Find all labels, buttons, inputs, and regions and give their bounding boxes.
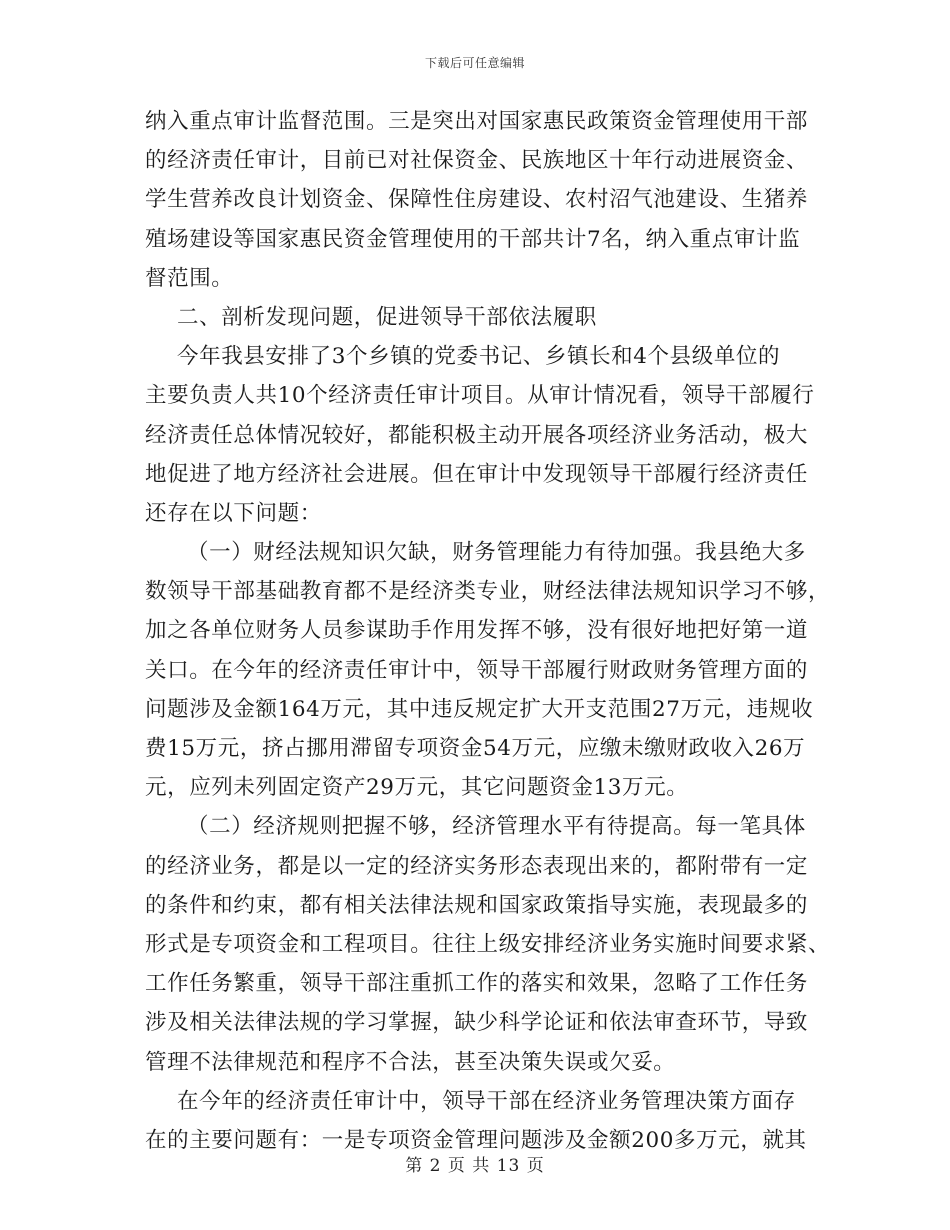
text-line: 关口。在今年的经济责任审计中，领导干部履行财政财务管理方面的 [145,657,809,683]
text-line: 学生营养改良计划资金、保障性住房建设、农村沼气池建设、生猪养 [145,187,809,213]
text-line: 的经济责任审计，目前已对社保资金、民族地区十年行动进展资金、 [145,148,809,174]
page-footer: 第 2 页 共 13 页 [405,1156,545,1176]
text-line: 经济责任总体情况较好，都能积极主动开展各项经济业务活动，极大 [145,422,809,448]
subsection-paragraph: （二）经济规则把握不够，经济管理水平有待提高。每一笔具体 [187,814,806,840]
text-line: 的经济业务，都是以一定的经济实务形态表现出来的，都附带有一定 [145,853,809,879]
text-line: 主要负责人共10个经济责任审计项目。从审计情况看，领导干部履行 [145,383,815,409]
text-line: 地促进了地方经济社会进展。但在审计中发现领导干部履行经济责任 [145,461,809,487]
text-line: 在今年的经济责任审计中，领导干部在经济业务管理决策方面存 [177,1088,796,1114]
text-line: 管理不法律规范和程序不合法，甚至决策失误或欠妥。 [145,1049,676,1075]
text-line: 的条件和约束，都有相关法律法规和国家政策指导实施，表现最多的 [145,892,809,918]
text-line: 在的主要问题有：一是专项资金管理问题涉及金额200多万元，就其 [145,1127,807,1153]
text-line: 形式是专项资金和工程项目。往往上级安排经济业务实施时间要求紧、 [145,931,831,957]
document-body [145,102,831,1160]
text-line: 涉及相关法律法规的学习掌握，缺少科学论证和依法审查环节，导致 [145,1010,809,1036]
text-line: 元，应列未列固定资产29万元，其它问题资金13万元。 [145,775,689,801]
page-header: 下载后可任意编辑 [424,56,525,70]
text-line: 数领导干部基础教育都不是经济类专业，财经法律法规知识学习不够， [145,579,831,605]
text-line: 工作任务繁重，领导干部注重抓工作的落实和效果，忽略了工作任务 [145,971,809,997]
text-line: 加之各单位财务人员参谋助手作用发挥不够，没有很好地把好第一道 [145,618,809,644]
text-line: 费15万元，挤占挪用滞留专项资金54万元，应缴未缴财政收入26万 [145,736,806,761]
text-line: 纳入重点审计监督范围。三是突出对国家惠民政策资金管理使用干部 [145,109,809,134]
text-line: 问题涉及金额164万元，其中违反规定扩大开支范围27万元，违规收 [145,696,814,722]
subsection-paragraph: （一）财经法规知识欠缺，财务管理能力有待加强。我县绝大多 [187,540,806,566]
text-line: 殖场建设等国家惠民资金管理使用的干部共计7名，纳入重点审计监 [145,226,801,252]
text-line: 还存在以下问题： [145,500,322,526]
section-heading: 二、剖析发现问题，促进领导干部依法履职 [177,304,597,330]
text-line: 督范围。 [145,265,234,291]
text-line: 今年我县安排了3个乡镇的党委书记、乡镇长和4个县级单位的 [177,344,781,370]
